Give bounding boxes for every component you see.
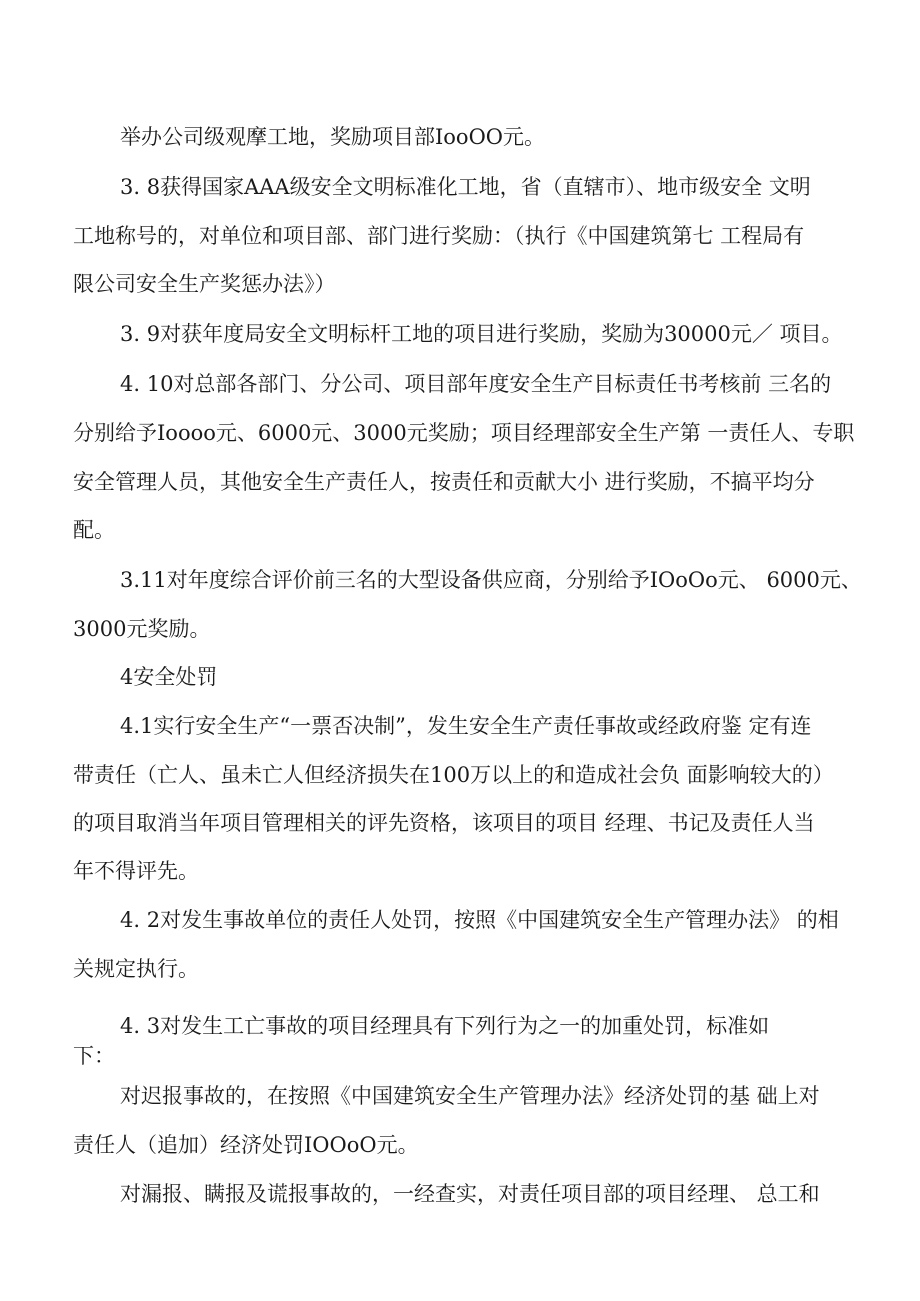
text-line: 对漏报、瞒报及谎报事故的，一经查实，对责任项目部的项目经理、 总工和 <box>120 1182 820 1206</box>
text-line: 下： <box>73 1044 115 1068</box>
text-line: 安全管理人员，其他安全生产责任人，按责任和贡献大小 进行奖励，不搞平均分 <box>73 470 815 494</box>
text-line: 分别给予Ioooo元、6000元、3000元奖励；项目经理部安全生产第 一责任人、专职 <box>73 421 855 445</box>
text-line: 的项目取消当年项目管理相关的评先资格，该项目的项目 经理、书记及责任人当 <box>73 811 815 835</box>
text-line: 关规定执行。 <box>73 957 199 981</box>
text-line: 4. 3对发生工亡事故的项目经理具有下列行为之一的加重处罚，标准如 <box>120 1014 770 1038</box>
text-line: 3.11对年度综合评价前三名的大型设备供应商，分别给予IOoOo元、 6000元、 <box>120 568 862 592</box>
text-line: 配。 <box>73 518 115 542</box>
section-heading: 4安全处罚 <box>120 665 218 689</box>
text-line: 3000元奖励。 <box>73 617 211 641</box>
text-line: 年不得评先。 <box>73 859 199 883</box>
text-line: 4. 10对总部各部门、分公司、项目部年度安全生产目标责任书考核前 三名的 <box>120 372 832 396</box>
text-line: 责任人（追加）经济处罚IOOoO元。 <box>73 1133 419 1157</box>
text-line: 4. 2对发生事故单位的责任人处罚，按照《中国建筑安全生产管理办法》 的相 <box>120 908 839 932</box>
text-line: 3. 8获得国家AAA级安全文明标准化工地，省（直辖市）、地市级安全 文明 <box>120 175 811 199</box>
text-line: 对迟报事故的，在按照《中国建筑安全生产管理办法》经济处罚的基 础上对 <box>120 1084 820 1108</box>
text-line: 4.1实行安全生产“一票否决制”，发生安全生产责任事故或经政府鉴 定有连 <box>120 714 812 738</box>
text-line: 3. 9对获年度局安全文明标杆工地的项目进行奖励，奖励为30000元／ 项目。 <box>120 322 843 346</box>
text-line: 工地称号的，对单位和项目部、部门进行奖励：（执行《中国建筑第七 工程局有 <box>73 224 805 248</box>
text-line: 限公司安全生产奖惩办法》） <box>73 272 336 296</box>
text-line: 举办公司级观摩工地，奖励项目部IooOO元。 <box>120 125 546 149</box>
text-line: 带责任（亡人、虽未亡人但经济损失在100万以上的和造成社会负 面影响较大的） <box>73 763 834 787</box>
